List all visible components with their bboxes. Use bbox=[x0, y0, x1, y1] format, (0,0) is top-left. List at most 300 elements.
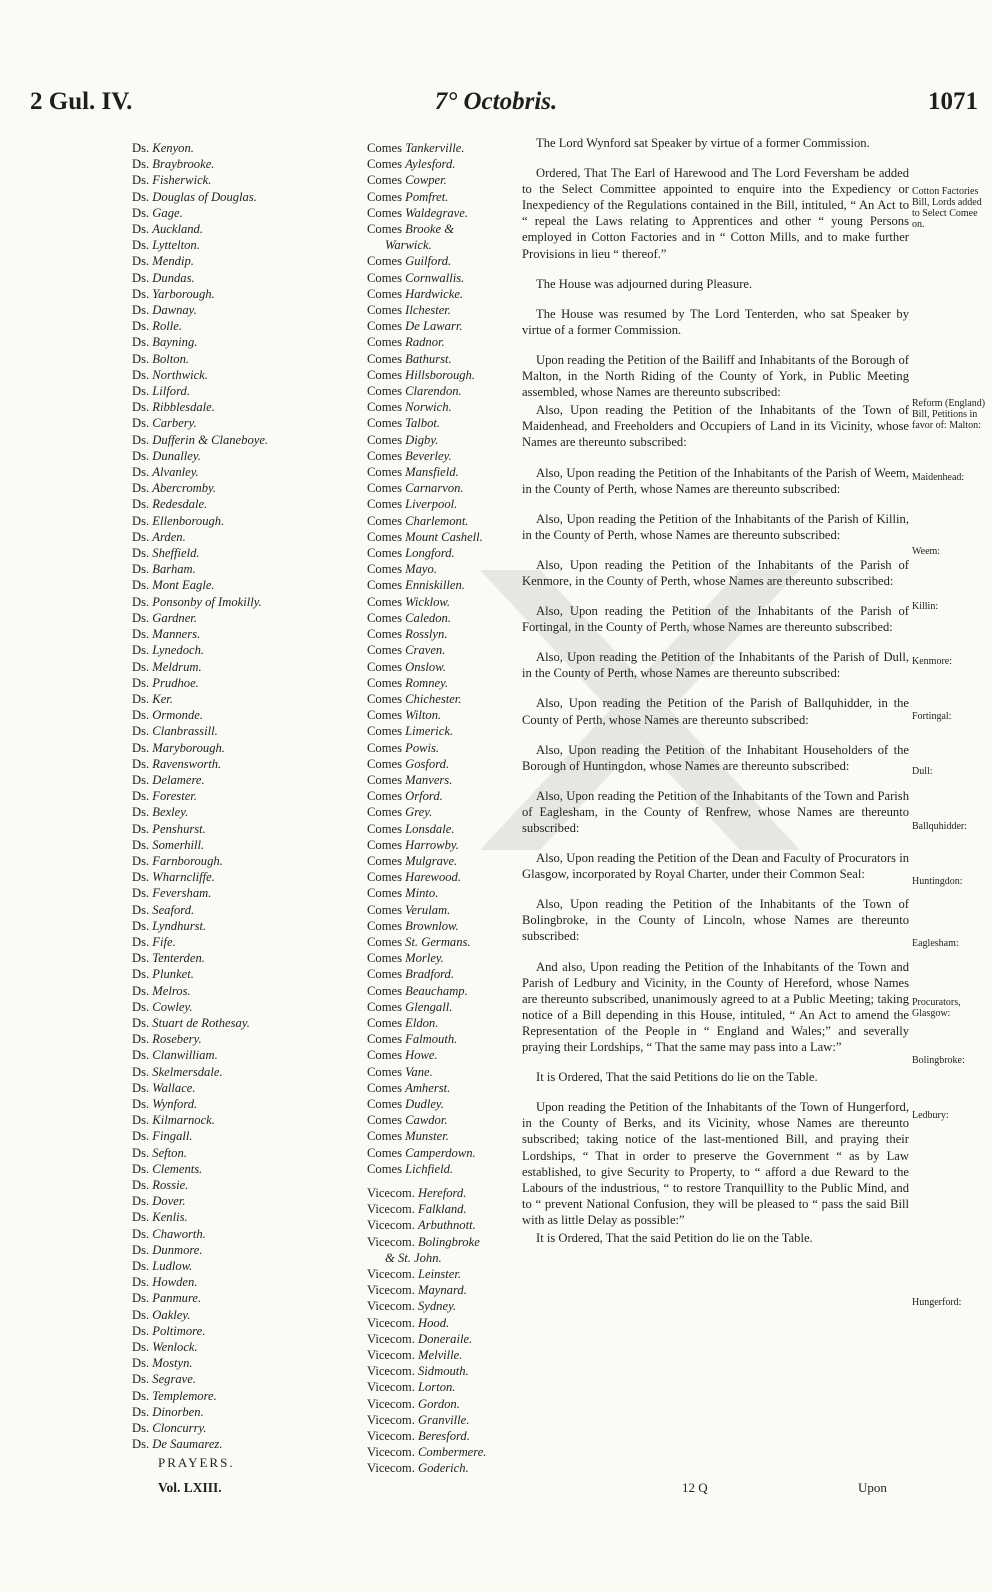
peer-title: Ds. bbox=[132, 1194, 153, 1209]
peer-title: Ds. bbox=[132, 513, 153, 528]
paragraph: Also, Upon reading the Petition of the Inhabitants of the Town and Parish of Eaglesham, in the County of Renfrew, whose Names are thereunto subscribed: bbox=[522, 788, 909, 835]
peer-name: Melville. bbox=[418, 1348, 463, 1363]
peer-title: Ds. bbox=[132, 1064, 153, 1079]
peer-title: Comes bbox=[367, 400, 406, 415]
peer-entry bbox=[367, 464, 517, 480]
peer-name: Barham. bbox=[152, 562, 196, 577]
peer-title: Comes bbox=[367, 432, 406, 447]
peer-title: Ds. bbox=[132, 1226, 153, 1241]
peer-name: Mulgrave. bbox=[405, 853, 458, 868]
peer-entry bbox=[132, 496, 367, 512]
peer-title: Ds. bbox=[132, 918, 153, 933]
paragraph: Also, Upon reading the Petition of the Parish of Ballquhidder, in the County of Perth, whose Names are thereunto subscribed: bbox=[522, 696, 909, 727]
peer-entry bbox=[367, 1298, 517, 1314]
peer-title: Ds. bbox=[132, 205, 153, 220]
peer-name: Ellenborough. bbox=[152, 513, 225, 528]
peer-entry bbox=[132, 270, 367, 286]
peer-entry bbox=[367, 383, 517, 399]
peer-entry bbox=[132, 966, 367, 982]
list-gap bbox=[367, 1177, 517, 1185]
peer-title: Ds. bbox=[132, 643, 153, 658]
peer-entry bbox=[132, 1436, 367, 1452]
peer-name: Radnor. bbox=[405, 335, 445, 350]
peer-entry bbox=[367, 545, 517, 561]
peer-entry bbox=[367, 723, 517, 739]
paragraph: Also, Upon reading the Petition of the Inhabitant Householders of the Borough of Huntingdon, whose Names are thereunto subscribed: bbox=[522, 742, 909, 773]
peer-name: Arbuthnott. bbox=[418, 1218, 476, 1233]
viscounts-list bbox=[367, 1185, 517, 1477]
peer-name: Rossie. bbox=[152, 1178, 189, 1192]
peer-entry bbox=[132, 1193, 367, 1209]
peer-title: Vicecom. bbox=[367, 1202, 418, 1217]
peer-title: Vicecom. bbox=[367, 1283, 418, 1298]
peer-name: Wenlock. bbox=[152, 1340, 198, 1355]
peer-entry bbox=[132, 756, 367, 772]
peer-name: Lilford. bbox=[152, 384, 190, 399]
catchword-upon: Upon bbox=[858, 1480, 887, 1495]
peer-entry bbox=[132, 286, 367, 302]
peer-title: Ds. bbox=[132, 448, 153, 463]
peer-name: Amherst. bbox=[405, 1080, 451, 1095]
peer-name: Rosebery. bbox=[152, 1032, 202, 1047]
peer-name: Liverpool. bbox=[405, 497, 458, 512]
peer-title: Comes bbox=[367, 1064, 406, 1079]
peer-name: Sydney. bbox=[418, 1299, 457, 1314]
peer-title: Comes bbox=[367, 1096, 406, 1111]
peer-name: Craven. bbox=[405, 643, 446, 658]
peer-name: Ponsonby of Imokilly. bbox=[152, 594, 262, 609]
peer-name: Ilchester. bbox=[405, 303, 451, 318]
peer-entry bbox=[132, 691, 367, 707]
peer-entry bbox=[132, 626, 367, 642]
peer-entry bbox=[132, 480, 367, 496]
peer-title: Ds. bbox=[132, 189, 153, 204]
peer-entry bbox=[367, 1460, 517, 1476]
peer-title: Comes bbox=[367, 902, 406, 917]
earls-viscounts-list bbox=[367, 140, 517, 1477]
peer-entry bbox=[132, 1015, 367, 1031]
peer-entry bbox=[367, 561, 517, 577]
peer-entry bbox=[367, 237, 517, 253]
peer-title: Ds. bbox=[132, 351, 153, 366]
peer-title: Comes bbox=[367, 205, 406, 220]
peer-entry bbox=[367, 1234, 517, 1250]
peer-name: Onslow. bbox=[405, 659, 446, 674]
peer-name: Falkland. bbox=[418, 1202, 467, 1217]
peer-name: Gordon. bbox=[418, 1396, 460, 1411]
peer-name: Clements. bbox=[152, 1161, 203, 1176]
peer-title: Ds. bbox=[132, 319, 153, 334]
peer-name: Gardner. bbox=[152, 610, 197, 625]
peer-entry bbox=[132, 918, 367, 934]
peer-entry bbox=[367, 869, 517, 885]
peer-title: Ds. bbox=[132, 497, 153, 512]
peer-entry bbox=[367, 286, 517, 302]
peer-entry bbox=[367, 934, 517, 950]
peer-name: Beverley. bbox=[405, 448, 452, 463]
peer-title: Ds. bbox=[132, 610, 153, 625]
peer-title: Comes bbox=[367, 286, 406, 301]
peer-entry bbox=[367, 351, 517, 367]
peer-entry bbox=[367, 626, 517, 642]
margin-note: Cotton Factories Bill, Lords added to Select Comee on. bbox=[912, 186, 982, 230]
peer-entry bbox=[367, 529, 517, 545]
peer-title: Comes bbox=[367, 643, 406, 658]
peer-entry bbox=[132, 1420, 367, 1436]
peer-title: Ds. bbox=[132, 367, 153, 382]
peer-title: Vicecom. bbox=[367, 1234, 418, 1249]
peer-title: Comes bbox=[367, 529, 406, 544]
peer-entry bbox=[367, 140, 517, 156]
peer-title: Comes bbox=[367, 594, 406, 609]
peer-entry bbox=[132, 1209, 367, 1225]
peer-entry bbox=[132, 1371, 367, 1387]
peer-name: Mont Eagle. bbox=[152, 578, 215, 593]
peer-entry bbox=[367, 1201, 517, 1217]
peer-name: Brownlow. bbox=[405, 918, 459, 933]
peer-entry bbox=[367, 837, 517, 853]
peer-entry bbox=[367, 270, 517, 286]
peer-name: Bayning. bbox=[152, 335, 198, 350]
peer-entry bbox=[367, 821, 517, 837]
peer-name: Falmouth. bbox=[405, 1032, 458, 1047]
peer-name: Hardwicke. bbox=[405, 286, 464, 301]
peer-name: Seaford. bbox=[152, 902, 195, 917]
peer-name: & St. John. bbox=[385, 1250, 442, 1265]
peer-title: Vicecom. bbox=[367, 1218, 418, 1233]
peer-entry bbox=[132, 950, 367, 966]
peer-entry bbox=[132, 642, 367, 658]
peer-title: Vicecom. bbox=[367, 1267, 418, 1282]
peer-title: Ds. bbox=[132, 1096, 153, 1111]
peer-entry bbox=[132, 205, 367, 221]
peer-title: Comes bbox=[367, 254, 406, 269]
peer-entry bbox=[132, 837, 367, 853]
peer-name: Vane. bbox=[405, 1064, 433, 1079]
peer-title: Comes bbox=[367, 610, 406, 625]
paragraph: Also, Upon reading the Petition of the Inhabitants of the Parish of Killin, in the County of Perth, whose Names are thereunto subscribed: bbox=[522, 511, 909, 542]
peer-name: Ribblesdale. bbox=[152, 400, 215, 415]
paragraph: The House was resumed by The Lord Tenterden, who sat Speaker by virtue of a former Commission. bbox=[522, 306, 909, 337]
peer-title: Comes bbox=[367, 416, 406, 431]
peer-entry bbox=[367, 788, 517, 804]
peer-title: Ds. bbox=[132, 416, 153, 431]
header-regnal-year: 2 Gul. IV. bbox=[30, 88, 133, 115]
peer-name: Combermere. bbox=[418, 1445, 487, 1460]
peer-entry bbox=[367, 480, 517, 496]
peer-entry bbox=[367, 1331, 517, 1347]
peer-title: Comes bbox=[367, 562, 406, 577]
peer-name: Abercromby. bbox=[152, 481, 217, 496]
peer-name: Fife. bbox=[152, 934, 176, 949]
peer-entry bbox=[367, 966, 517, 982]
peer-name: Munster. bbox=[405, 1129, 449, 1144]
peer-name: Melros. bbox=[152, 983, 191, 998]
peer-title: Ds. bbox=[132, 1113, 153, 1128]
peer-entry bbox=[367, 1217, 517, 1233]
peer-entry bbox=[132, 659, 367, 675]
peer-entry bbox=[132, 383, 367, 399]
peer-entry bbox=[367, 1444, 517, 1460]
margin-note: Huntingdon: bbox=[912, 876, 963, 887]
peer-name: Bexley. bbox=[152, 805, 189, 820]
peer-title: Ds. bbox=[132, 1388, 153, 1403]
peer-entry bbox=[367, 205, 517, 221]
peer-title: Comes bbox=[367, 465, 406, 480]
peer-title: Ds. bbox=[132, 983, 153, 998]
peer-entry bbox=[132, 788, 367, 804]
peer-title: Comes bbox=[367, 141, 406, 155]
peer-name: Clanwilliam. bbox=[152, 1048, 218, 1063]
peer-entry bbox=[367, 1266, 517, 1282]
peer-title: Ds. bbox=[132, 465, 153, 480]
peer-name: Clanbrassill. bbox=[152, 724, 218, 739]
peer-entry bbox=[367, 1315, 517, 1331]
peer-entry bbox=[132, 902, 367, 918]
peer-entry bbox=[367, 432, 517, 448]
peer-title: Vicecom. bbox=[367, 1380, 418, 1395]
peer-entry bbox=[367, 1185, 517, 1201]
peer-title: Ds. bbox=[132, 724, 153, 739]
page-header bbox=[0, 88, 992, 124]
peer-entry bbox=[132, 772, 367, 788]
peer-name: Kenlis. bbox=[152, 1210, 188, 1225]
peer-name: Somerhill. bbox=[152, 837, 205, 852]
paragraph: Also, Upon reading the Petition of the Dean and Faculty of Procurators in Glasgow, incorporated by Royal Charter, under their Common Seal: bbox=[522, 851, 909, 882]
signature-mark: 12 Q bbox=[682, 1480, 708, 1495]
margin-note: Weem: bbox=[912, 546, 941, 557]
peer-entry bbox=[132, 1258, 367, 1274]
peer-entry bbox=[367, 172, 517, 188]
peer-title: Ds. bbox=[132, 578, 153, 593]
peer-name: Redesdale. bbox=[152, 497, 208, 512]
margin-note: Hungerford: bbox=[912, 1297, 962, 1308]
peer-name: Lyndhurst. bbox=[152, 918, 207, 933]
peer-entry bbox=[367, 610, 517, 626]
peer-entry bbox=[132, 885, 367, 901]
peer-title: Comes bbox=[367, 886, 406, 901]
peer-name: Powis. bbox=[405, 740, 440, 755]
peer-title: Ds. bbox=[132, 1307, 153, 1322]
peer-name: Glengall. bbox=[405, 999, 453, 1014]
peer-name: Hillsborough. bbox=[405, 367, 475, 382]
peer-title: Ds. bbox=[132, 529, 153, 544]
peer-title: Ds. bbox=[132, 1161, 153, 1176]
peer-name: Dunalley. bbox=[152, 448, 201, 463]
peer-name: Dunmore. bbox=[152, 1242, 203, 1257]
peer-title: Ds. bbox=[132, 675, 153, 690]
peer-title: Comes bbox=[367, 740, 406, 755]
peer-name: Feversham. bbox=[152, 886, 212, 901]
peer-entry bbox=[132, 513, 367, 529]
peer-title: Ds. bbox=[132, 546, 153, 561]
peer-title: Comes bbox=[367, 772, 406, 787]
peer-title: Ds. bbox=[132, 870, 153, 885]
peer-name: Sidmouth. bbox=[418, 1364, 469, 1379]
peer-title: Ds. bbox=[132, 222, 153, 237]
peer-name: Beresford. bbox=[418, 1429, 470, 1444]
peer-name: Kenyon. bbox=[152, 141, 194, 155]
peer-entry bbox=[367, 691, 517, 707]
peer-title: Comes bbox=[367, 691, 406, 706]
peer-name: Douglas of Douglas. bbox=[152, 189, 257, 204]
peer-title: Ds. bbox=[132, 1080, 153, 1095]
peer-entry bbox=[132, 1307, 367, 1323]
peer-name: Bradford. bbox=[405, 967, 455, 982]
margin-note: Eaglesham: bbox=[912, 938, 959, 949]
peer-name: Segrave. bbox=[152, 1372, 197, 1387]
peer-name: Gosford. bbox=[405, 756, 450, 771]
peer-title: Comes bbox=[367, 384, 406, 399]
peer-title: Ds. bbox=[132, 1048, 153, 1063]
peer-title: Ds. bbox=[132, 594, 153, 609]
peer-name: Poltimore. bbox=[152, 1323, 206, 1338]
peer-name: Cawdor. bbox=[405, 1113, 448, 1128]
peer-name: Waldegrave. bbox=[405, 205, 468, 220]
peer-entry bbox=[132, 869, 367, 885]
peer-entry bbox=[132, 318, 367, 334]
peer-name: Wilton. bbox=[405, 708, 442, 723]
peer-name: Dufferin & Claneboye. bbox=[152, 432, 269, 447]
peer-name: Cowley. bbox=[152, 999, 193, 1014]
peer-title: Comes bbox=[367, 1145, 406, 1160]
peer-title: Ds. bbox=[132, 1178, 153, 1192]
peer-entry bbox=[132, 253, 367, 269]
peer-name: Camperdown. bbox=[405, 1145, 476, 1160]
peer-entry bbox=[367, 1363, 517, 1379]
peer-name: Enniskillen. bbox=[405, 578, 465, 593]
margin-note: Maidenhead: bbox=[912, 472, 965, 483]
peer-title: Ds. bbox=[132, 270, 153, 285]
peer-title: Comes bbox=[367, 756, 406, 771]
peer-entry bbox=[132, 399, 367, 415]
peer-entry bbox=[367, 302, 517, 318]
peer-title: Ds. bbox=[132, 400, 153, 415]
peer-entry bbox=[132, 1112, 367, 1128]
peer-name: Manvers. bbox=[405, 772, 453, 787]
peer-name: Sefton. bbox=[152, 1145, 187, 1160]
peer-entry bbox=[367, 756, 517, 772]
peer-name: Granville. bbox=[418, 1412, 470, 1427]
peer-entry bbox=[367, 1282, 517, 1298]
peer-entry bbox=[367, 772, 517, 788]
peer-title: Comes bbox=[367, 627, 406, 642]
peer-entry bbox=[367, 253, 517, 269]
peer-title: Comes bbox=[367, 999, 406, 1014]
paragraph: Upon reading the Petition of the Inhabitants of the Town of Hungerford, in the County of Berks, and its Vicinity, whose Names are thereunto subscribed; taking notice of the last-mentioned Bill, and praying their Lordships, “ That in order to preserve the Government “ as by Law established, to give Security to Property, to “ afford a due Reward to the Labours of the industrious, “ to restore Tranquillity to the Public Mind, and to “ prevent National Confusion, they will be pleased to “ pass the said Bill with as little Delay as possible:” bbox=[522, 1100, 909, 1227]
peer-title: Ds. bbox=[132, 805, 153, 820]
peer-name: Warwick. bbox=[385, 238, 432, 253]
peer-name: Bolingbroke bbox=[418, 1234, 480, 1249]
peer-entry bbox=[367, 318, 517, 334]
peer-title: Comes bbox=[367, 1080, 406, 1095]
peer-title: Comes bbox=[367, 1161, 406, 1176]
peer-name: Ludlow. bbox=[152, 1259, 193, 1274]
peer-entry bbox=[367, 1112, 517, 1128]
peer-title: Ds. bbox=[132, 1242, 153, 1257]
peer-title: Comes bbox=[367, 967, 406, 982]
peer-entry bbox=[367, 448, 517, 464]
peer-entry bbox=[367, 367, 517, 383]
peer-name: Cornwallis. bbox=[405, 270, 465, 285]
peer-title: Ds. bbox=[132, 562, 153, 577]
peer-title: Ds. bbox=[132, 481, 153, 496]
peer-name: Dinorben. bbox=[152, 1404, 204, 1419]
peer-title: Ds. bbox=[132, 1291, 153, 1306]
peer-title: Comes bbox=[367, 222, 406, 237]
journal-text bbox=[522, 135, 909, 1246]
peer-entry bbox=[367, 513, 517, 529]
peer-entry bbox=[367, 1128, 517, 1144]
peer-title: Ds. bbox=[132, 756, 153, 771]
peer-title: Ds. bbox=[132, 999, 153, 1014]
peer-title: Comes bbox=[367, 157, 406, 172]
peer-entry bbox=[367, 1396, 517, 1412]
peer-title: Ds. bbox=[132, 659, 153, 674]
header-date: 7° Octobris. bbox=[434, 88, 558, 115]
peer-title: Comes bbox=[367, 724, 406, 739]
peer-title: Ds. bbox=[132, 141, 153, 155]
peer-title: Ds. bbox=[132, 691, 153, 706]
peer-name: Mostyn. bbox=[152, 1356, 193, 1371]
peer-name: Oakley. bbox=[152, 1307, 191, 1322]
peer-entry bbox=[132, 1355, 367, 1371]
volume-number: Vol. LXIII. bbox=[158, 1480, 222, 1495]
peer-name: Pomfret. bbox=[405, 189, 449, 204]
peer-name: Sheffield. bbox=[152, 546, 200, 561]
peer-entry bbox=[367, 918, 517, 934]
peer-name: Lichfield. bbox=[405, 1161, 454, 1176]
peer-name: Romney. bbox=[405, 675, 449, 690]
paragraph: And also, Upon reading the Petition of the Inhabitants of the Town and Parish of Ledbury and Vicinity, in the County of Hereford, whose Names are thereunto subscribed, unanimously agreed to at a Public Meeting; taking notice of a Bill depending in this House, intituled, “ An Act to amend the Representation of the People in “ England and Wales;” and severally praying their Lordships, “ That the same may pass into a Law:” bbox=[522, 959, 909, 1055]
peer-title: Vicecom. bbox=[367, 1186, 418, 1200]
peer-title: Ds. bbox=[132, 1032, 153, 1047]
paragraph: The Lord Wynford sat Speaker by virtue of a former Commission. bbox=[536, 136, 870, 150]
peer-title: Comes bbox=[367, 303, 406, 318]
peer-entry bbox=[367, 1250, 517, 1266]
peer-entry bbox=[132, 1047, 367, 1063]
peer-entry bbox=[132, 999, 367, 1015]
peer-entry bbox=[132, 1388, 367, 1404]
peer-entry bbox=[132, 723, 367, 739]
peer-entry bbox=[132, 707, 367, 723]
margin-note: Dull: bbox=[912, 766, 933, 777]
peer-entry bbox=[132, 983, 367, 999]
peer-title: Vicecom. bbox=[367, 1396, 418, 1411]
peer-name: Cowper. bbox=[405, 173, 447, 188]
peer-name: Templemore. bbox=[152, 1388, 217, 1403]
peer-name: Penshurst. bbox=[152, 821, 206, 836]
peer-name: Bathurst. bbox=[405, 351, 452, 366]
peer-name: Prudhoe. bbox=[152, 675, 199, 690]
peer-entry bbox=[132, 853, 367, 869]
peer-name: Talbot. bbox=[405, 416, 441, 431]
peer-entry bbox=[367, 983, 517, 999]
peer-title: Vicecom. bbox=[367, 1412, 418, 1427]
peer-entry bbox=[132, 804, 367, 820]
peer-title: Ds. bbox=[132, 173, 153, 188]
peer-entry bbox=[367, 659, 517, 675]
peer-entry bbox=[367, 189, 517, 205]
peer-title: Ds. bbox=[132, 335, 153, 350]
peer-name: Wynford. bbox=[152, 1096, 198, 1111]
peer-title: Comes bbox=[367, 659, 406, 674]
peer-name: Meldrum. bbox=[152, 659, 202, 674]
peer-name: Dover. bbox=[152, 1194, 186, 1209]
peer-name: Stuart de Rothesay. bbox=[152, 1015, 250, 1030]
paragraph: Ordered, That The Earl of Harewood and The Lord Feversham be added to the Select Committee appointed to enquire into the Expediency or Inexpediency of the Regulations contained in the Bill, intituled, “ An Act to “ repeal the Laws relating to Apprentices and other “ young Persons employed in Cotton Factories and in “ Cotton Mills, and to make further Provisions in lieu “ thereof.” bbox=[522, 166, 909, 261]
peer-entry bbox=[132, 1226, 367, 1242]
